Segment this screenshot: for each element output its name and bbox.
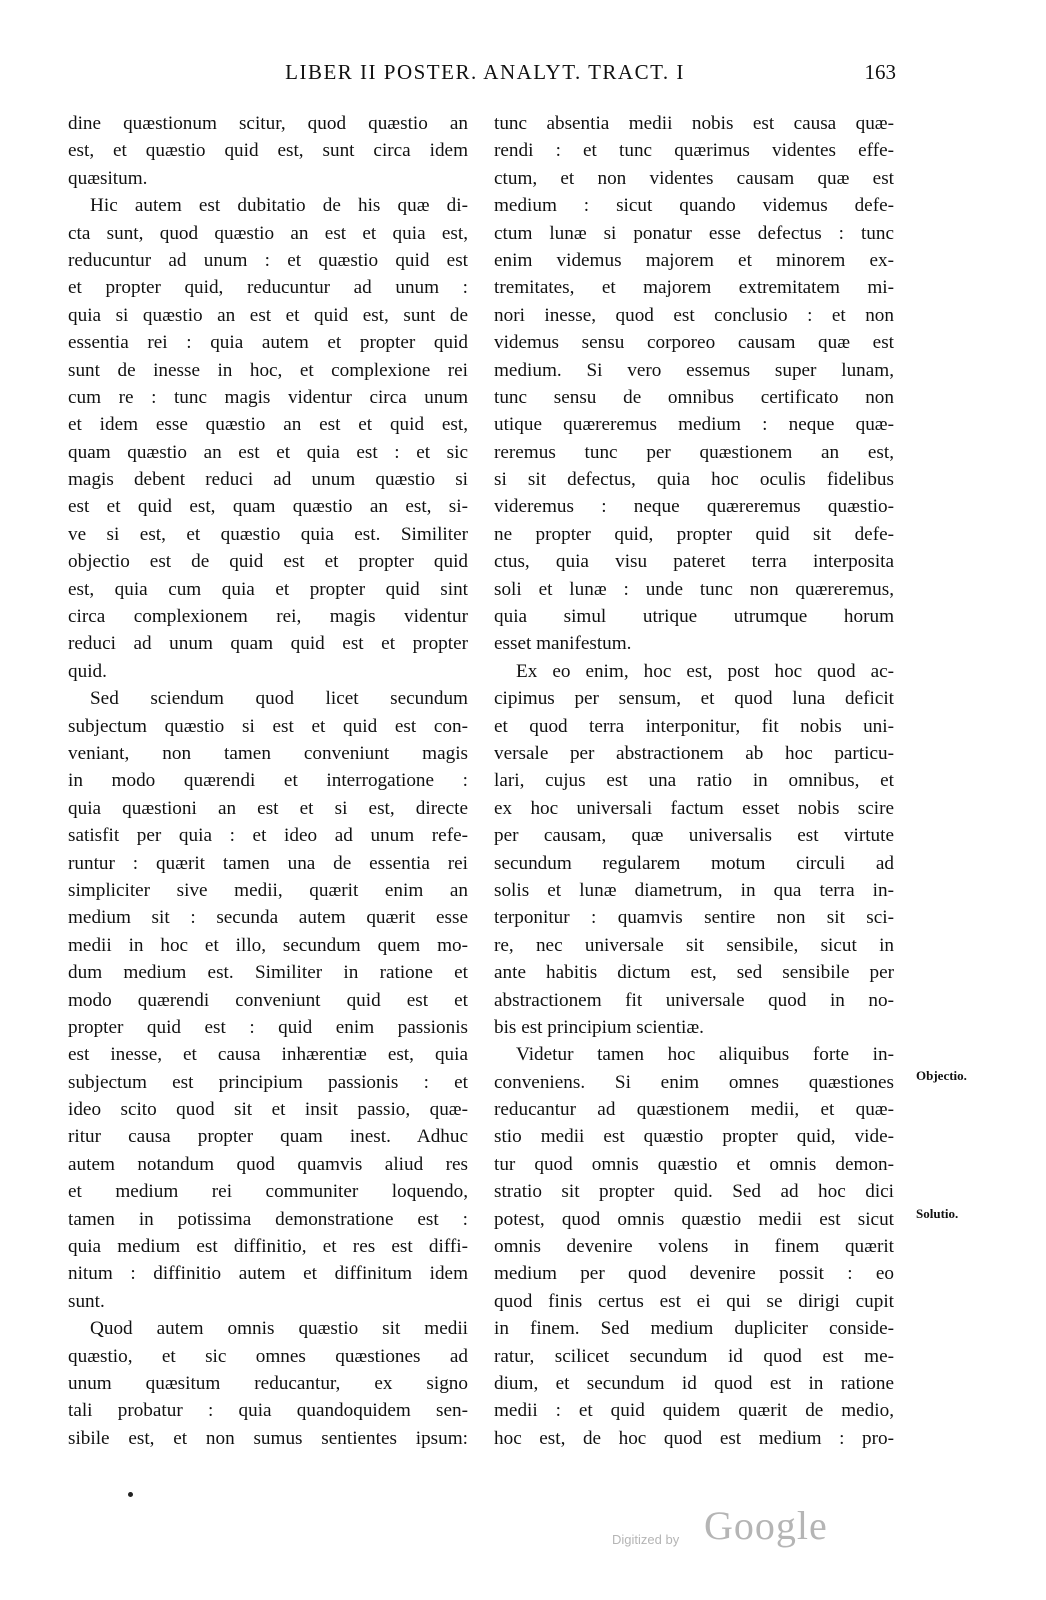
- text-line: quod finis certus est ei qui se dirigi cupit: [494, 1290, 894, 1312]
- text-line: quia medium est diffinitio, et res est diffi-: [68, 1236, 468, 1258]
- text-line: quia quæstioni an est et si est, directe: [68, 797, 468, 819]
- text-line: unum quæsitum reducantur, ex signo: [68, 1372, 468, 1394]
- text-line: utique quæreremus medium : neque quæ-: [494, 414, 894, 436]
- text-line: tur quod omnis quæstio et omnis demon-: [494, 1153, 894, 1175]
- text-line: sibile est, et non sumus sentientes ipsum:: [68, 1427, 468, 1449]
- text-line: secundum regularem motum circuli ad: [494, 852, 894, 874]
- text-line: tamen in potissima demonstratione est :: [68, 1208, 468, 1230]
- text-line: soli et lunæ : unde tunc non quæreremus,: [494, 578, 894, 600]
- text-line: rendi : et tunc quærimus videntes effe-: [494, 140, 894, 162]
- text-line: per causam, quæ universalis est virtute: [494, 825, 894, 847]
- text-line: hoc est, de hoc quod est medium : pro-: [494, 1427, 894, 1449]
- text-line: runtur : quærit tamen una de essentia rei: [68, 852, 468, 874]
- text-line: medii in hoc et illo, secundum quem mo-: [68, 934, 468, 956]
- text-line: est inesse, et causa inhærentiæ est, quia: [68, 1044, 468, 1066]
- text-line: Quod autem omnis quæstio sit medii: [90, 1318, 468, 1340]
- page-number: 163: [864, 60, 896, 84]
- right-column: [494, 110, 894, 1452]
- text-line: tunc absentia medii nobis est causa quæ-: [494, 113, 894, 134]
- text-line: quæstio, et sic omnes quæstiones ad: [68, 1345, 468, 1367]
- text-line: dum medium est. Similiter in ratione et: [68, 962, 468, 984]
- text-line: reremus tunc per quæstionem an est,: [494, 441, 894, 463]
- text-line: abstractionem fit universale quod in no-: [494, 989, 894, 1011]
- text-line: ante habitis dictum est, sed sensibile per: [494, 962, 894, 984]
- text-line: conveniens. Si enim omnes quæstiones: [494, 1071, 894, 1093]
- text-line: Sed sciendum quod licet secundum: [90, 688, 468, 710]
- text-line: satisfit per quia : et ideo ad unum refe-: [68, 825, 468, 847]
- text-line: medium per quod devenire possit : eo: [494, 1263, 894, 1285]
- text-line: et propter quid, reducuntur ad unum :: [68, 277, 468, 299]
- digitized-by-label: Digitized by: [612, 1532, 680, 1547]
- text-line: in modo quærendi et interrogatione :: [68, 770, 468, 792]
- text-line: videremus : neque quæreremus quæstio-: [494, 496, 894, 518]
- text-line: potest, quod omnis quæstio medii est sicut: [494, 1208, 894, 1230]
- text-line: enim videmus majorem et minorem ex-: [494, 249, 894, 271]
- text-line: modo quærendi conveniunt quid est et: [68, 989, 468, 1011]
- text-line: quid.: [68, 660, 107, 682]
- text-line: Ex eo enim, hoc est, post hoc quod ac-: [516, 660, 894, 682]
- stray-dot: [128, 1492, 133, 1497]
- text-line: et idem esse quæstio an est et quid est,: [68, 414, 468, 436]
- text-line: essentia rei : quia autem et propter quid: [68, 332, 468, 354]
- text-line: quia si quæstio an est et quid est, sunt de: [68, 304, 468, 326]
- text-line: tremitates, et majorem extremitatem mi-: [494, 277, 894, 299]
- text-line: et quod terra interponitur, fit nobis uni-: [494, 715, 894, 737]
- text-line: cum re : tunc magis videntur circa unum: [68, 386, 468, 408]
- text-line: reduci ad unum quam quid est et propter: [68, 633, 468, 655]
- text-line: tunc sensu de omnibus certificato non: [494, 386, 894, 408]
- text-line: reducantur ad quæstionem medii, et quæ-: [494, 1099, 894, 1121]
- running-head: [0, 60, 1046, 90]
- text-line: ctus, quia visu pateret terra interposita: [494, 551, 894, 573]
- text-line: est et quid est, quam quæstio an est, si-: [68, 496, 468, 518]
- text-line: esset manifestum.: [494, 633, 632, 655]
- text-line: ne propter quid, propter quid sit defe-: [494, 523, 894, 545]
- text-line: si sit defectus, quia hoc oculis fidelibus: [494, 469, 894, 491]
- text-line: nitum : diffinitio autem et diffinitum idem: [68, 1263, 468, 1285]
- text-line: solis et lunæ diametrum, in qua terra in-: [494, 879, 894, 901]
- margin-note-solutio: Solutio.: [916, 1206, 959, 1221]
- text-line: circa complexionem rei, magis videntur: [68, 606, 468, 628]
- margin-note-objectio: Objectio.: [916, 1068, 967, 1083]
- running-title: LIBER II POSTER. ANALYT. TRACT. I: [285, 60, 685, 84]
- text-line: terponitur : quamvis sentire non sit sci-: [494, 907, 894, 929]
- text-line: nori inesse, quod est conclusio : et non: [494, 304, 894, 326]
- text-line: dine quæstionum scitur, quod quæstio an: [68, 113, 468, 134]
- google-logo: Google: [704, 1503, 828, 1548]
- text-line: omnis devenire volens in finem quærit: [494, 1236, 894, 1258]
- text-line: ctum lunæ si ponatur esse defectus : tunc: [494, 222, 894, 244]
- text-line: subjectum est principium passionis : et: [68, 1071, 468, 1093]
- text-line: autem notandum quod quamvis aliud res: [68, 1153, 468, 1175]
- text-line: stio medii est quæstio propter quid, vide-: [494, 1126, 894, 1148]
- text-line: ritur causa propter quam inest. Adhuc: [68, 1126, 468, 1148]
- text-line: quia simul utrique utrumque horum: [494, 606, 894, 628]
- text-line: est, et quæstio quid est, sunt circa idem: [68, 140, 468, 162]
- text-line: sunt de inesse in hoc, et complexione rei: [68, 359, 468, 381]
- text-line: cta sunt, quod quæstio an est et quia est,: [68, 222, 468, 244]
- text-line: propter quid est : quid enim passionis: [68, 1016, 468, 1038]
- text-line: sunt.: [68, 1290, 105, 1312]
- text-line: subjectum quæstio si est et quid est con-: [68, 715, 468, 737]
- text-line: ideo scito quod sit et insit passio, quæ-: [68, 1099, 468, 1121]
- text-line: Videtur tamen hoc aliquibus forte in-: [516, 1044, 894, 1066]
- text-line: Hic autem est dubitatio de his quæ di-: [90, 195, 468, 217]
- text-line: stratio sit propter quid. Sed ad hoc dici: [494, 1181, 894, 1203]
- text-line: et medium rei communiter loquendo,: [68, 1181, 468, 1203]
- left-column: [68, 110, 468, 1452]
- text-line: est, quia cum quia et propter quid sint: [68, 578, 468, 600]
- text-line: objectio est de quid est et propter quid: [68, 551, 468, 573]
- text-line: veniant, non tamen conveniunt magis: [68, 742, 468, 764]
- text-line: ve si est, et quæstio quia est. Similiter: [68, 523, 468, 545]
- text-line: cipimus per sensum, et quod luna deficit: [494, 688, 894, 710]
- text-line: medium : sicut quando videmus defe-: [494, 195, 894, 217]
- text-line: quam quæstio an est et quia est : et sic: [68, 441, 468, 463]
- digitized-footer: [612, 1500, 852, 1560]
- text-line: bis est principium scientiæ.: [494, 1016, 704, 1038]
- text-line: videmus sensu corporeo causam quæ est: [494, 332, 894, 354]
- text-line: tali probatur : quia quandoquidem sen-: [68, 1400, 468, 1422]
- text-line: dium, et secundum id quod est in ratione: [494, 1372, 894, 1394]
- text-line: ex hoc universali factum esset nobis scire: [494, 797, 894, 819]
- text-line: medium. Si vero essemus super lunam,: [494, 359, 894, 381]
- text-line: simpliciter sive medii, quærit enim an: [68, 879, 468, 901]
- text-line: versale per abstractionem ab hoc particu-: [494, 742, 894, 764]
- text-line: re, nec universale sit sensibile, sicut in: [494, 934, 894, 956]
- text-line: magis debent reduci ad unum quæstio si: [68, 469, 468, 491]
- text-line: medium sit : secunda autem quærit esse: [68, 907, 468, 929]
- text-line: ctum, et non videntes causam quæ est: [494, 167, 894, 189]
- text-line: reducuntur ad unum : et quæstio quid est: [68, 249, 468, 271]
- text-line: in finem. Sed medium dupliciter conside-: [494, 1318, 894, 1340]
- text-line: lari, cujus est una ratio in omnibus, et: [494, 770, 894, 792]
- text-line: quæsitum.: [68, 167, 148, 189]
- text-line: ratur, scilicet secundum id quod est me-: [494, 1345, 894, 1367]
- text-line: medii : et quid quidem quærit de medio,: [494, 1400, 894, 1422]
